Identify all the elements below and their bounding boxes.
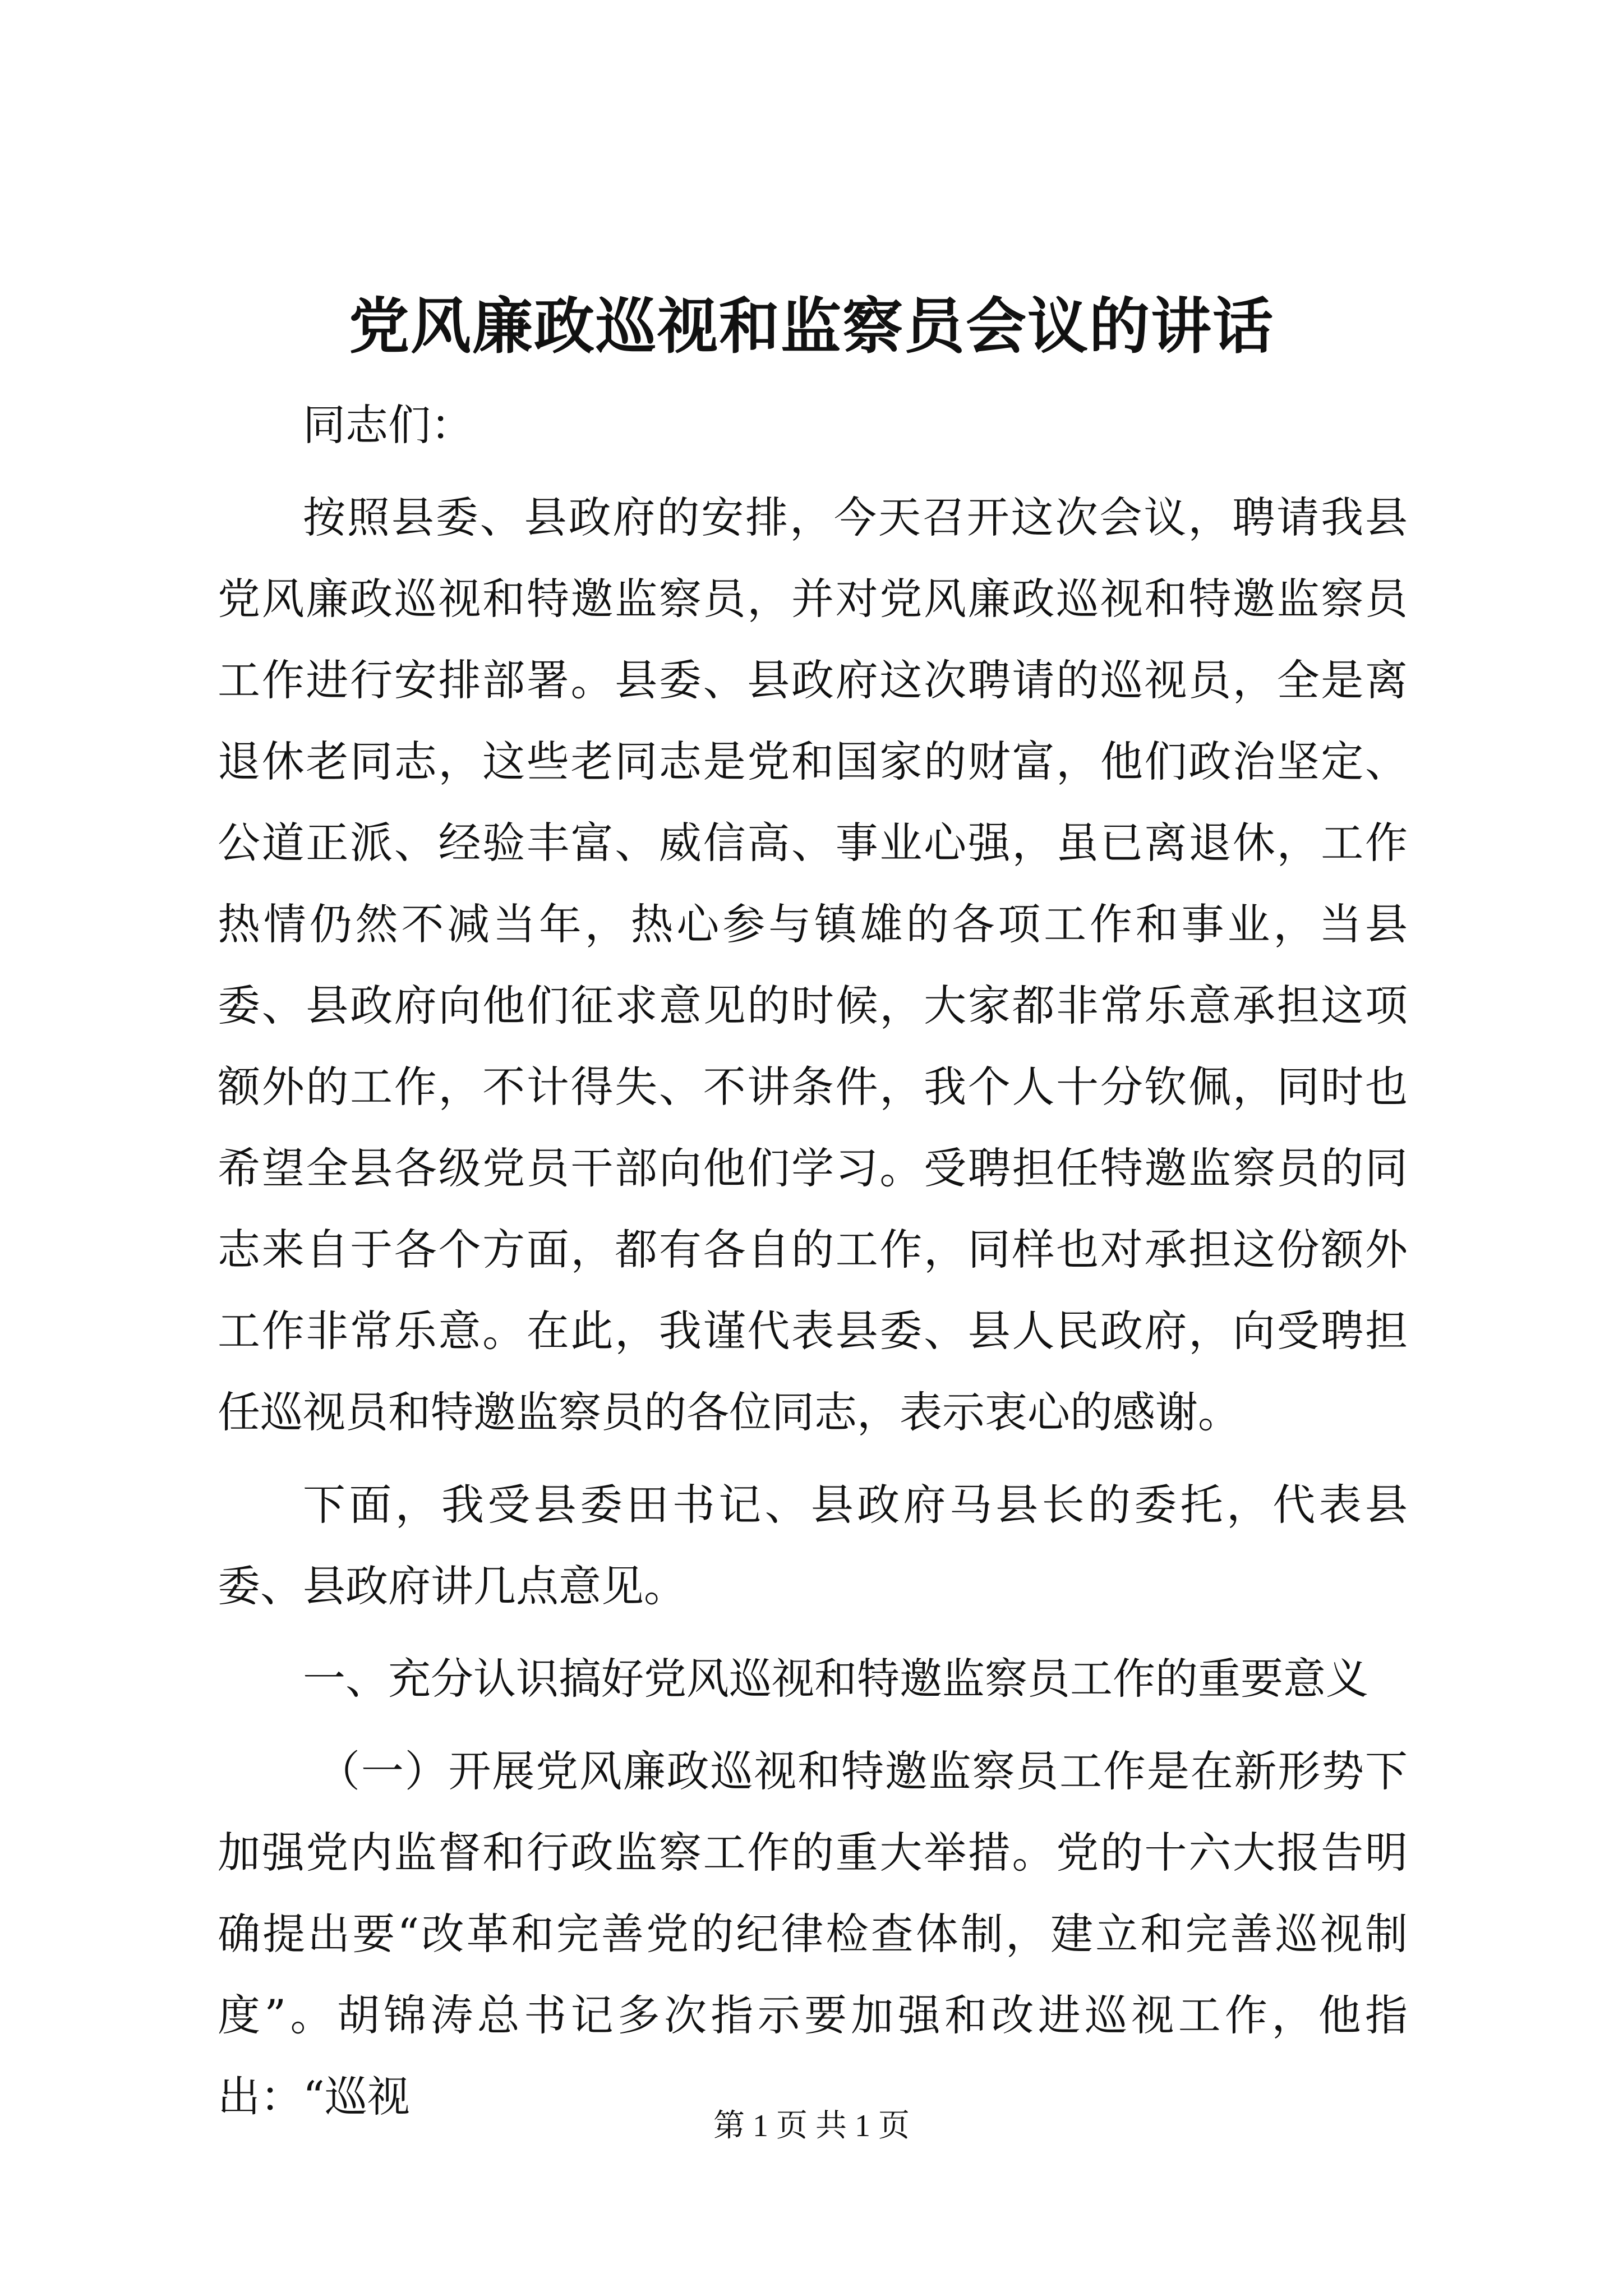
document-title: 党风廉政巡视和监察员会议的讲话 (348, 291, 1274, 362)
body-paragraph: 下面，我受县委田书记、县政府马县长的委托，代表县委、县政府讲几点意见。 (218, 1480, 1408, 1611)
body-paragraph: （一）开展党风廉政巡视和特邀监察员工作是在新形势下加强党内监督和行政监察工作的重大举措。党的十六大报告明确提出要“改革和完善党的纪律检查体制，建立和完善巡视制度”。胡锦涛总书记多次指示要加强和改进巡视工作，他指出：“巡视 (218, 1746, 1408, 2122)
salutation: 同志们： (303, 400, 473, 450)
document-body (218, 384, 1408, 2137)
body-paragraph: 按照县委、县政府的安排，今天召开这次会议，聘请我县党风廉政巡视和特邀监察员，并对党风廉政巡视和特邀监察员工作进行安排部署。县委、县政府这次聘请的巡视员，全是离退休老同志，这些老同志是党和国家的财富，他们政治坚定、公道正派、经验丰富、威信高、事业心强，虽已离退休，工作热情仍然不减当年，热心参与镇雄的各项工作和事业，当县委、县政府向他们征求意见的时候，大家都非常乐意承担这项额外的工作，不计得失、不讲条件，我个人十分钦佩，同时也希望全县各级党员干部向他们学习。受聘担任特邀监察员的同志来自于各个方面，都有各自的工作，同样也对承担这份额外工作非常乐意。在此，我谨代表县委、县人民政府，向受聘担任巡视员和特邀监察员的各位同志，表示衷心的感谢。 (218, 493, 1408, 1437)
section-heading: 一、充分认识搞好党风巡视和特邀监察员工作的重要意义 (303, 1654, 1368, 1704)
page-number-footer: 第 1 页 共 1 页 (713, 2109, 910, 2143)
